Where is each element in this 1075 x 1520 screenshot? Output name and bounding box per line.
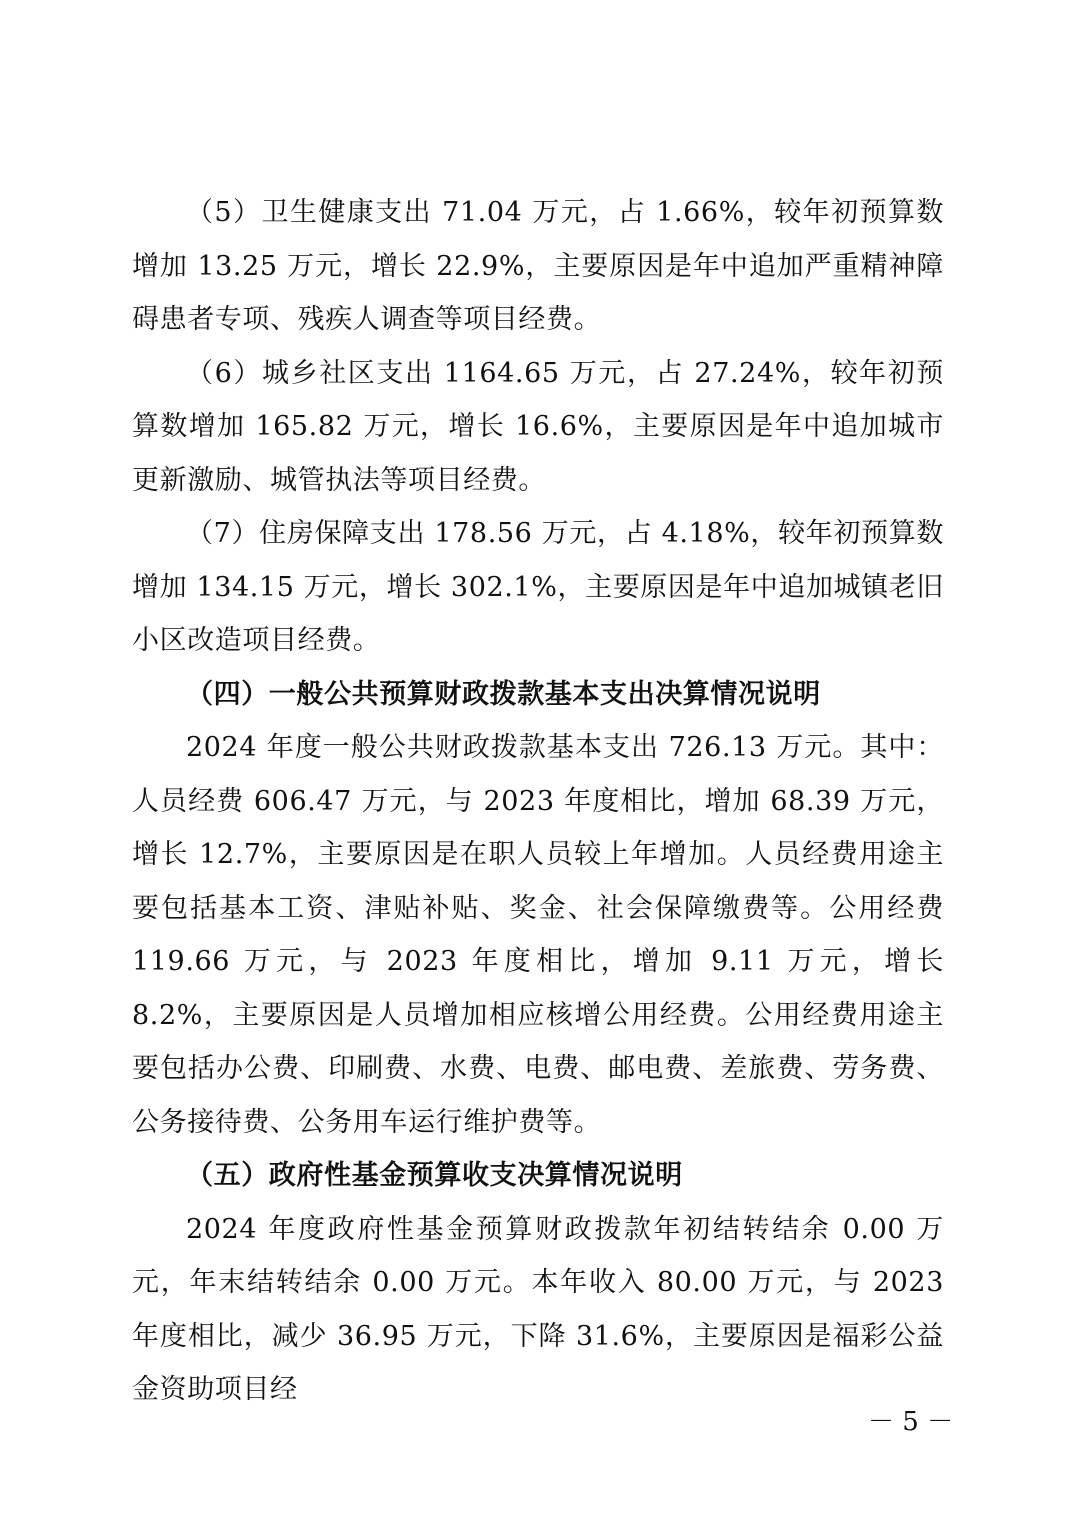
paragraph-urban-rural-expenditure: （6）城乡社区支出 1164.65 万元，占 27.24%，较年初预算数增加 165.82 万元，增长 16.6%，主要原因是年中追加城市更新激励、城管执法等项目经费。 (132, 357, 944, 496)
section-heading-government-fund: （五）政府性基金预算收支决算情况说明 (186, 1160, 683, 1191)
section-heading-basic-expenditure: （四）一般公共预算财政拨款基本支出决算情况说明 (186, 678, 821, 710)
page-number: － 5 － (868, 1407, 954, 1437)
page-content (132, 186, 944, 1417)
paragraph-housing-expenditure: （7）住房保障支出 178.56 万元，占 4.18%，较年初预算数增加 134.15 万元，增长 302.1%，主要原因是年中追加城镇老旧小区改造项目经费。 (132, 518, 944, 656)
paragraph-health-expenditure: （5）卫生健康支出 71.04 万元，占 1.66%，较年初预算数增加 13.25 万元，增长 22.9%，主要原因是年中追加严重精神障碍患者专项、残疾人调查等项目经费。 (132, 197, 944, 335)
paragraph-government-fund: 2024 年度政府性基金预算财政拨款年初结转结余 0.00 万元，年末结转结余 0.00 万元。本年收入 80.00 万元，与 2023 年度相比，减少 36.95 万元，下降 31.6%，主要原因是福彩公益金资助项目经 (132, 1213, 944, 1405)
paragraph-basic-expenditure: 2024 年度一般公共财政拨款基本支出 726.13 万元。其中：人员经费 606.47 万元，与 2023 年度相比，增加 68.39 万元，增长 12.7%，主要原因是在职人员较上年增加。人员经费用途主要包括基本工资、津贴补贴、奖金、社会保障缴费等。公用经费 119.66 万元，与 2023 年度相比，增加 9.11 万元，增长 8.2%，主要原因是人员增加相应核增公用经费。公用经费用途主要包括办公费、印刷费、水费、电费、邮电费、差旅费、劳务费、公务接待费、公务用车运行维护费等。 (132, 732, 944, 1138)
